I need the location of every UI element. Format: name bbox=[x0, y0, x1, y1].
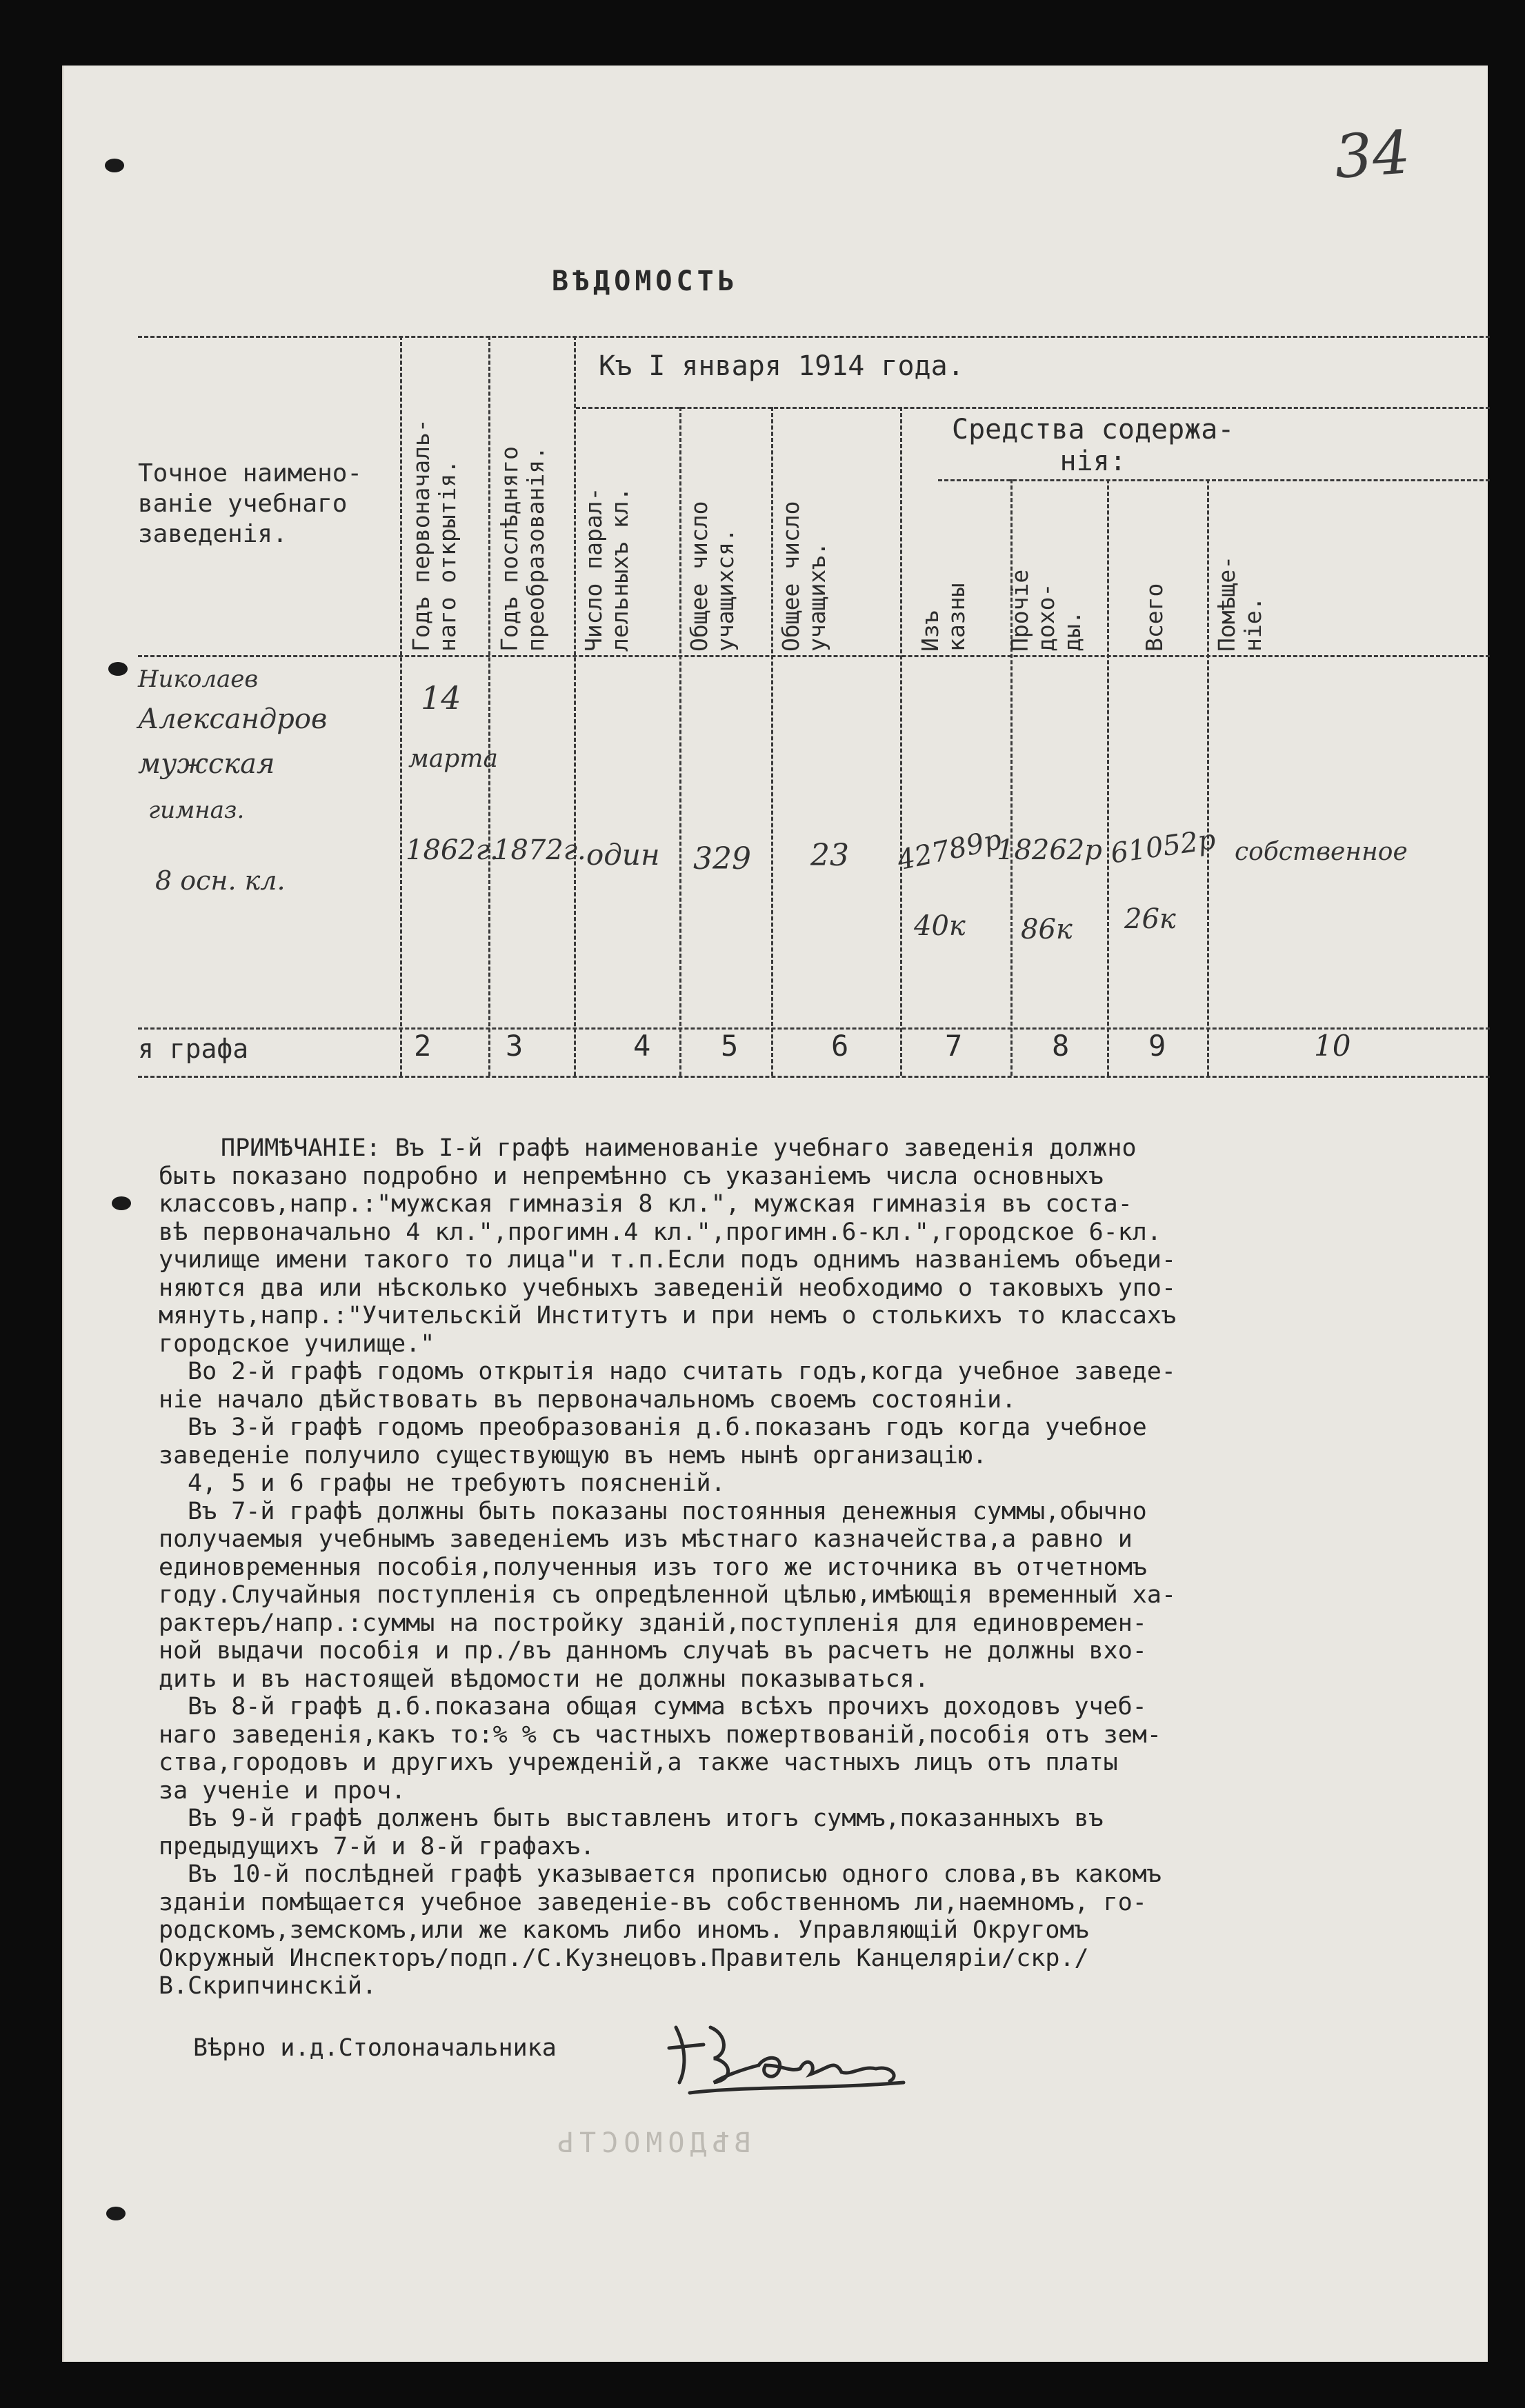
treasury-header: Изъ казны bbox=[917, 583, 970, 652]
note-line: Во 2-й графѣ годомъ открытія надо считать годъ,когда учебное заведе- bbox=[188, 1358, 1176, 1385]
teachers-header: Общее число учащихъ. bbox=[777, 501, 830, 652]
note-line: Въ 3-й графѣ годомъ преобразованія д.б.показанъ годъ когда учебное bbox=[188, 1414, 1147, 1441]
students-value: 329 bbox=[693, 841, 751, 876]
funds-header: Средства содержа- нія: bbox=[952, 414, 1235, 477]
note-line: няются два или нѣсколько учебныхъ заведеній необходимо о таковыхъ упо- bbox=[159, 1274, 1177, 1302]
signature bbox=[662, 2000, 917, 2103]
note-line: Въ 9-й графѣ долженъ быть выставленъ итогъ суммъ,показанныхъ въ bbox=[188, 1805, 1104, 1832]
note-line: родскомъ,земскомъ,или же какомъ либо иномъ. Управляющій Округомъ bbox=[159, 1916, 1089, 1944]
other-income-header: Прочіе дохо- ды. bbox=[1006, 569, 1086, 652]
bleed-through-text: ВѢДОМОСТЬ bbox=[552, 2127, 751, 2159]
year-reformed-header: Годъ послѣдняго преобразованія. bbox=[496, 445, 549, 652]
graph-row-label: я графа bbox=[138, 1034, 249, 1064]
punch-hole bbox=[112, 1196, 131, 1210]
note-line: мянуть,напр.:"Учительскій Институтъ и при немъ о столькихъ то классахъ bbox=[159, 1302, 1177, 1330]
column-number: 5 bbox=[721, 1029, 739, 1063]
entry-name-line: Александров bbox=[138, 703, 328, 735]
entry-date-day: 14 bbox=[421, 679, 461, 716]
column-rule bbox=[1107, 479, 1109, 1076]
note-line: получаемыя учебнымъ заведеніемъ изъ мѣстнаго казначейства,а равно и bbox=[159, 1525, 1133, 1553]
note-line: зданіи помѣщается учебное заведеніе-въ собственномъ ли,наемномъ, го- bbox=[159, 1888, 1147, 1916]
note-line: Въ 10-й послѣдней графѣ указывается прописью одного слова,въ какомъ bbox=[188, 1860, 1162, 1888]
punch-hole bbox=[108, 662, 128, 676]
note-line: ства,городовъ и другихъ учрежденій,а также частныхъ лицъ отъ платы bbox=[159, 1749, 1118, 1776]
parallel-classes-value: один bbox=[586, 838, 660, 872]
note-line: наго заведенія,какъ то:% % съ частныхъ пожертвованій,пособія отъ зем- bbox=[159, 1720, 1162, 1749]
note-line: ПРИМѢЧАНІЕ: Въ I-й графѣ наименованіе учебнаго заведенія должно bbox=[221, 1134, 1137, 1162]
year-reformed-value: 1872г. bbox=[493, 834, 586, 866]
note-line: за ученіе и проч. bbox=[159, 1776, 406, 1805]
year-opened-value: 1862г. bbox=[406, 834, 499, 866]
notes-block bbox=[159, 1134, 1421, 2000]
body-bottom-rule bbox=[138, 1027, 1490, 1030]
entry-name-line: 8 осн. кл. bbox=[155, 865, 286, 896]
entry-name-line: Николаев bbox=[138, 665, 259, 693]
note-line: предыдущихъ 7-й и 8-й графахъ. bbox=[159, 1832, 595, 1860]
column-number: 3 bbox=[506, 1029, 524, 1063]
note-line: вѣ первоначально 4 кл.",прогимн.4 кл.",прогимн.6-кл.",городское 6-кл. bbox=[159, 1218, 1162, 1246]
teachers-value: 23 bbox=[810, 838, 849, 873]
document-title: ВѢДОМОСТЬ bbox=[552, 265, 739, 297]
column-rule bbox=[679, 407, 681, 1076]
column-number: 4 bbox=[633, 1029, 651, 1063]
page-number: 34 bbox=[1332, 118, 1413, 192]
note-line: ной выдачи пособія и пр./въ данномъ случаѣ въ расчетъ не должны вхо- bbox=[159, 1637, 1147, 1665]
column-number: 8 bbox=[1052, 1029, 1070, 1063]
premises-header: Помѣще- ніе. bbox=[1213, 555, 1266, 652]
column-rule bbox=[1207, 479, 1209, 1076]
other-income-value: 18262р bbox=[997, 834, 1102, 866]
date-caption: Къ I января 1914 года. bbox=[599, 350, 964, 382]
note-line: ніе начало дѣйствовать въ первоначальномъ своемъ состояніи. bbox=[159, 1385, 1017, 1414]
treasury-kopecks: 40к bbox=[914, 910, 966, 942]
column-number: 9 bbox=[1148, 1029, 1166, 1063]
entry-date-month: марта bbox=[408, 745, 498, 773]
column-number: 10 bbox=[1314, 1029, 1351, 1063]
note-line: быть показано подробно и непремѣнно съ указаніемъ числа основныхъ bbox=[159, 1162, 1104, 1190]
premises-value: собственное bbox=[1235, 838, 1408, 866]
name-column-header: Точное наимено- ваніе учебнаго заведенія. bbox=[138, 459, 363, 548]
column-rule bbox=[771, 407, 773, 1076]
parallel-classes-header: Число парал- лельныхъ кл. bbox=[580, 487, 633, 652]
punch-hole bbox=[105, 159, 124, 172]
note-line: Окружный Инспекторъ/подп./С.Кузнецовъ.Правитель Канцеляріи/скр./ bbox=[159, 1944, 1089, 1972]
entry-name-line: мужская bbox=[138, 748, 275, 780]
column-rule bbox=[574, 336, 576, 1076]
certification-line: Вѣрно и.д.Столоначальника bbox=[193, 2034, 557, 2062]
note-line: Въ 7-й графѣ должны быть показаны постоянныя денежныя суммы,обычно bbox=[188, 1497, 1147, 1525]
column-number: 7 bbox=[945, 1029, 963, 1063]
note-line: рактеръ/напр.:суммы на постройку зданій,поступленія для единовремен- bbox=[159, 1609, 1147, 1637]
note-line: училище имени такого то лица"и т.п.Если подъ однимъ названіемъ объеди- bbox=[159, 1246, 1177, 1274]
students-header: Общее число учащихся. bbox=[686, 501, 739, 652]
table-bottom-rule bbox=[138, 1076, 1490, 1078]
column-rule bbox=[400, 336, 402, 1076]
column-rule bbox=[900, 407, 902, 1076]
note-line: дить и въ настоящей вѣдомости не должны показываться. bbox=[159, 1665, 929, 1693]
header-bottom-rule bbox=[138, 655, 1490, 657]
year-opened-header: Годъ первоначаль- наго открытія. bbox=[408, 419, 461, 652]
note-line: городское училище." bbox=[159, 1330, 435, 1358]
column-rule bbox=[488, 336, 490, 1076]
table-top-rule bbox=[138, 336, 1490, 338]
date-rule bbox=[576, 407, 1490, 409]
column-number: 6 bbox=[831, 1029, 849, 1063]
column-number: 2 bbox=[414, 1029, 432, 1063]
total-value: 61052р bbox=[1108, 823, 1218, 870]
punch-hole bbox=[106, 2207, 126, 2220]
note-line: 4, 5 и 6 графы не требуютъ поясненій. bbox=[188, 1469, 726, 1497]
note-line: году.Случайныя поступленія съ опредѣленной цѣлью,имѣющія временный ха- bbox=[159, 1581, 1177, 1609]
other-income-kopecks: 86к bbox=[1021, 914, 1073, 945]
note-line: В.Скрипчинскій. bbox=[159, 1972, 377, 2000]
total-kopecks: 26к bbox=[1124, 903, 1176, 935]
note-line: заведеніе получило существующую въ немъ нынѣ организацію. bbox=[159, 1441, 988, 1469]
note-line: классовъ,напр.:"мужская гимназія 8 кл.", мужская гимназія въ соста- bbox=[159, 1190, 1133, 1218]
note-line: единовременныя пособія,полученныя изъ того же источника въ отчетномъ bbox=[159, 1553, 1147, 1581]
funds-rule bbox=[938, 479, 1490, 481]
total-header: Всего bbox=[1141, 583, 1168, 652]
entry-name-line: гимназ. bbox=[148, 796, 245, 824]
treasury-value: 42789р bbox=[894, 823, 1004, 877]
note-line: Въ 8-й графѣ д.б.показана общая сумма всѣхъ прочихъ доходовъ учеб- bbox=[188, 1693, 1147, 1720]
